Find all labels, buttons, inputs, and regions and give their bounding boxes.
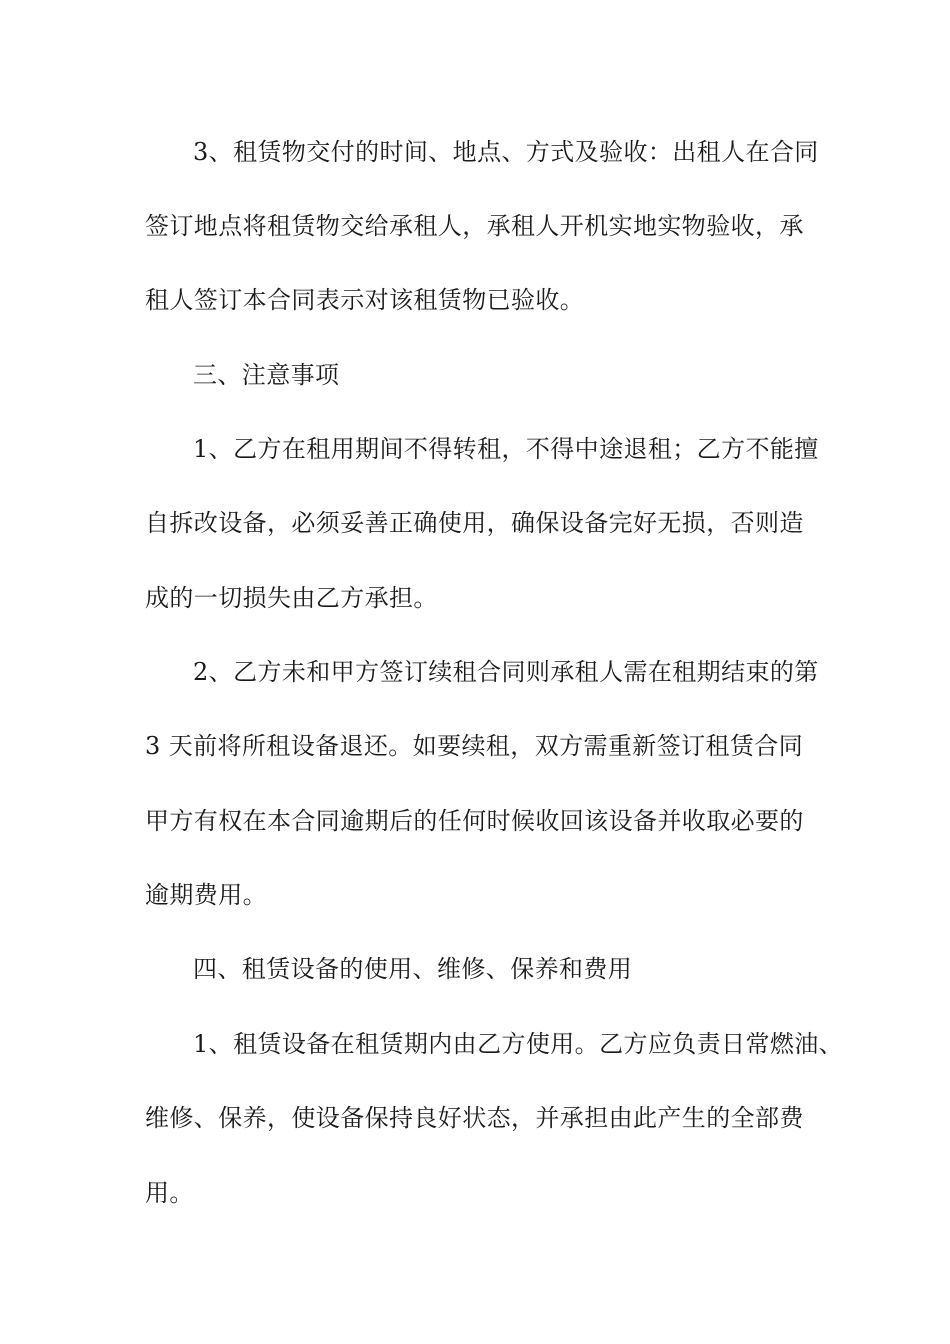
usage-1-line-3: 用。 [145,1179,194,1207]
notice-2-line-2: 3 天前将所租设备退还。如要续租，双方需重新签订租赁合同 [145,732,804,760]
usage-1-line-1: 1、租赁设备在租赁期内由乙方使用。乙方应负责日常燃油、 [193,1030,844,1058]
notice-2-line-1: 2、乙方未和甲方签订续租合同则承租人需在租期结束的第 [193,658,819,686]
notice-1-line-2: 自拆改设备，必须妥善正确使用，确保设备完好无损，否则造 [145,509,804,537]
usage-1-line-2: 维修、保养，使设备保持良好状态，并承担由此产生的全部费 [145,1104,804,1132]
notice-2-line-3: 甲方有权在本合同逾期后的任何时候收回该设备并收取必要的 [145,807,804,835]
section-3-heading: 三、注意事项 [193,361,340,389]
section-4-heading: 四、租赁设备的使用、维修、保养和费用 [193,955,633,983]
notice-1-line-3: 成的一切损失由乙方承担。 [145,584,438,612]
notice-2-line-4: 逾期费用。 [145,881,267,909]
clause-3-line-3: 租人签订本合同表示对该租赁物已验收。 [145,286,585,314]
notice-1-line-1: 1、乙方在租用期间不得转租，不得中途退租；乙方不能擅 [193,435,819,463]
clause-3-line-2: 签订地点将租赁物交给承租人，承租人开机实地实物验收，承 [145,212,804,240]
clause-3-line-1: 3、租赁物交付的时间、地点、方式及验收：出租人在合同 [193,138,819,166]
